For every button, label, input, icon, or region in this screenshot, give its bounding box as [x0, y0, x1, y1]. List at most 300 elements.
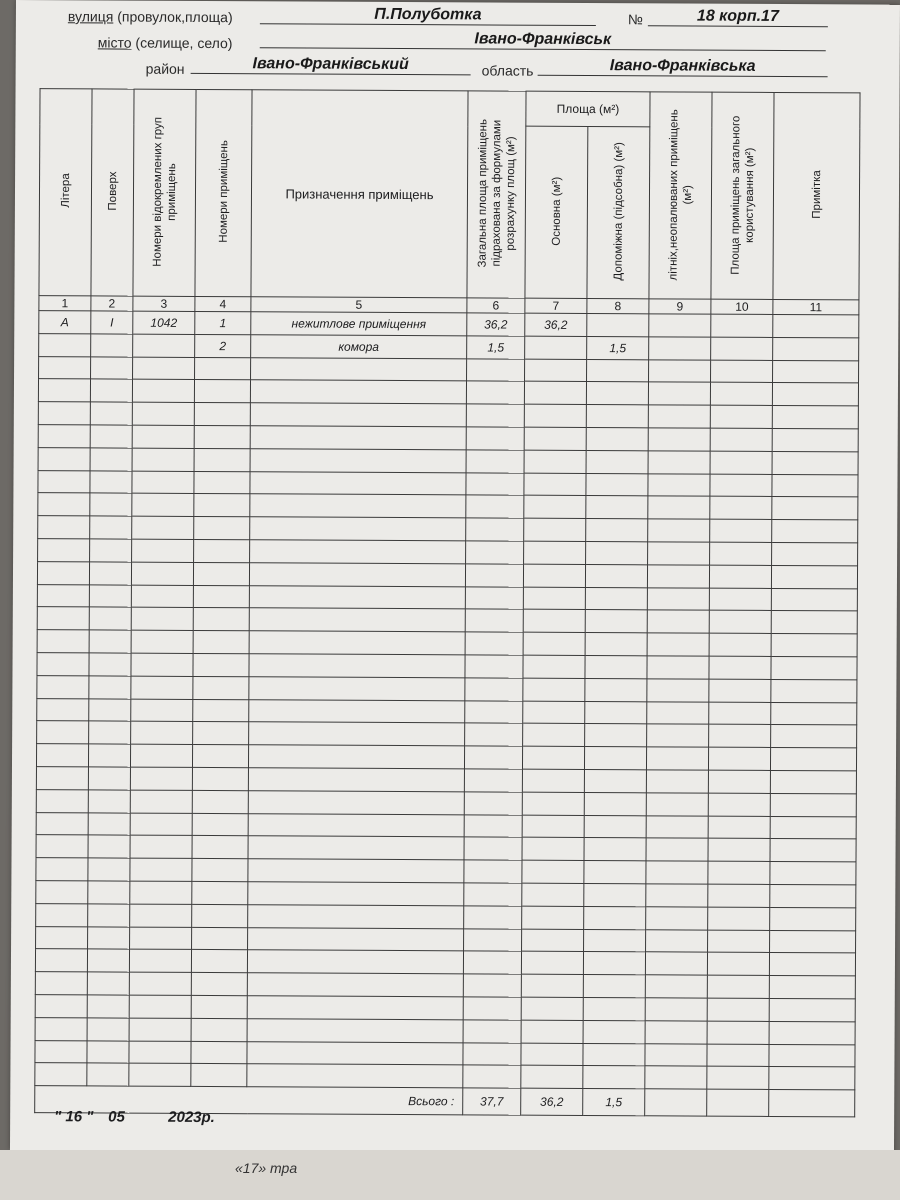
cell-empty	[467, 358, 525, 381]
cell-empty	[131, 676, 193, 699]
cell-empty	[647, 679, 709, 702]
cell-empty	[194, 471, 250, 494]
cell-empty	[132, 380, 194, 403]
cell-empty	[709, 565, 771, 588]
col-num: 8	[587, 298, 649, 313]
header-room-numbers: Номери приміщень	[195, 89, 252, 296]
cell-empty	[771, 634, 857, 657]
cell-empty	[710, 474, 772, 497]
cell-empty	[193, 722, 249, 745]
col-num: 10	[711, 299, 773, 314]
cell-empty	[250, 494, 466, 518]
cell-empty	[90, 470, 132, 493]
cell-empty	[130, 744, 192, 767]
cell-empty	[584, 883, 646, 906]
cell-empty	[524, 427, 586, 450]
cell-empty	[523, 655, 585, 678]
cell-empty	[586, 519, 648, 542]
number-value: 18 корп.17	[648, 7, 828, 27]
cell-summer	[649, 337, 711, 360]
cell-empty	[772, 542, 858, 565]
cell-empty	[89, 630, 131, 653]
cell-empty	[771, 588, 857, 611]
street-value: П.Полуботка	[260, 5, 596, 26]
cell-empty	[248, 768, 464, 792]
cell-empty	[133, 357, 195, 380]
cell-empty	[647, 587, 709, 610]
cell-empty	[710, 383, 772, 406]
cell-empty	[463, 951, 521, 974]
cell-empty	[584, 838, 646, 861]
cell-empty	[464, 769, 522, 792]
cell-empty	[645, 998, 707, 1021]
header-note: Примітка	[773, 92, 860, 299]
cell-empty	[521, 1065, 583, 1088]
cell-empty	[247, 1041, 463, 1065]
cell-empty	[648, 382, 710, 405]
cell-empty	[710, 497, 772, 520]
cell-empty	[38, 379, 90, 402]
cell-empty	[463, 1065, 521, 1088]
cell-empty	[250, 471, 466, 495]
region-label: область	[481, 62, 534, 79]
cell-empty	[586, 405, 648, 428]
cell-empty	[464, 814, 522, 837]
cell-empty	[773, 360, 859, 383]
totals-main: 36,2	[521, 1088, 583, 1115]
cell-empty	[769, 976, 855, 999]
cell-empty	[770, 816, 856, 839]
cell-empty	[648, 451, 710, 474]
cell-empty	[466, 472, 524, 495]
cell-empty	[708, 747, 770, 770]
cell-empty	[465, 564, 523, 587]
cell-empty	[466, 518, 524, 541]
cell-empty	[523, 632, 585, 655]
cell-empty	[772, 383, 858, 406]
cell-empty	[708, 907, 770, 930]
cell-empty	[771, 725, 857, 748]
cell-main	[525, 336, 587, 359]
city-value: Івано-Франківськ	[260, 29, 826, 51]
totals-total: 37,7	[463, 1088, 521, 1115]
cell-empty	[523, 564, 585, 587]
col-num: 6	[467, 298, 525, 313]
cell-empty	[710, 519, 772, 542]
cell-empty	[89, 653, 131, 676]
cell-empty	[772, 406, 858, 429]
cell-empty	[87, 949, 129, 972]
cell-empty	[587, 359, 649, 382]
cell-empty	[646, 861, 708, 884]
cell-empty	[522, 792, 584, 815]
cell-empty	[130, 790, 192, 813]
cell-empty	[39, 356, 91, 379]
cell-empty	[89, 721, 131, 744]
cell-empty	[709, 588, 771, 611]
underlying-page-text: «17» тра	[235, 1160, 298, 1176]
cell-empty	[37, 584, 89, 607]
cell-empty	[772, 428, 858, 451]
cell-total: 36,2	[467, 313, 525, 336]
cell-empty	[129, 972, 191, 995]
cell-empty	[522, 860, 584, 883]
cell-empty	[584, 815, 646, 838]
cell-empty	[523, 610, 585, 633]
header-summer-area: літніх,неопалюваних приміщень (м²)	[649, 92, 712, 299]
cell-empty	[770, 793, 856, 816]
cell-empty	[89, 584, 131, 607]
cell-empty	[584, 769, 646, 792]
cell-empty	[131, 562, 193, 585]
cell-empty	[132, 448, 194, 471]
cell-empty	[191, 1041, 247, 1064]
cell-empty	[248, 836, 464, 860]
cell-main: 36,2	[525, 313, 587, 336]
cell-empty	[251, 357, 467, 381]
header-purpose: Призначення приміщень	[251, 90, 468, 298]
cell-empty	[585, 678, 647, 701]
cell-empty	[648, 473, 710, 496]
cell-empty	[649, 359, 711, 382]
cell-empty	[707, 998, 769, 1021]
cell-empty	[248, 882, 464, 906]
cell-empty	[192, 767, 248, 790]
cell-empty	[646, 884, 708, 907]
cell-empty	[710, 428, 772, 451]
cell-empty	[647, 701, 709, 724]
cell-empty	[586, 382, 648, 405]
cell-empty	[131, 585, 193, 608]
cell-empty	[132, 402, 194, 425]
cell-empty	[584, 747, 646, 770]
cell-empty	[191, 1064, 247, 1087]
cell-empty	[35, 972, 87, 995]
cell-empty	[91, 356, 133, 379]
cell-empty	[35, 1063, 87, 1086]
cell-empty	[131, 721, 193, 744]
cell-empty	[770, 930, 856, 953]
cell-empty	[585, 701, 647, 724]
cell-empty	[584, 929, 646, 952]
cell-empty	[523, 724, 585, 747]
cell-empty	[522, 883, 584, 906]
cell-empty	[87, 1040, 129, 1063]
cell-empty	[772, 520, 858, 543]
totals-label: Всього :	[247, 1087, 463, 1115]
cell-empty	[90, 539, 132, 562]
cell-empty	[583, 975, 645, 998]
cell-empty	[132, 516, 194, 539]
cell-empty	[466, 495, 524, 518]
cell-empty	[87, 1063, 129, 1086]
cell-empty	[38, 425, 90, 448]
col-num: 7	[525, 298, 587, 313]
cell-empty	[193, 631, 249, 654]
cell-empty	[132, 539, 194, 562]
cell-empty	[711, 360, 773, 383]
cell-room: 1	[195, 311, 251, 334]
cell-empty	[247, 973, 463, 997]
cell-empty	[193, 608, 249, 631]
date-day: " 16 "	[54, 1108, 94, 1126]
cell-empty	[523, 678, 585, 701]
cell-empty	[90, 493, 132, 516]
cell-empty	[708, 884, 770, 907]
header-area-group: Площа (м²)	[526, 91, 650, 127]
cell-empty	[586, 496, 648, 519]
cell-empty	[584, 861, 646, 884]
cell-empty	[648, 405, 710, 428]
cell-empty	[194, 517, 250, 540]
cell-empty	[466, 404, 524, 427]
cell-empty	[709, 724, 771, 747]
cell-empty	[583, 1043, 645, 1066]
col-num: 1	[39, 296, 91, 311]
cell-empty	[772, 474, 858, 497]
cell-empty	[89, 607, 131, 630]
date-year: 2023р.	[168, 1108, 215, 1127]
cell-empty	[131, 699, 193, 722]
cell-empty	[464, 860, 522, 883]
cell-empty	[38, 493, 90, 516]
cell-summer	[649, 314, 711, 337]
cell-empty	[132, 425, 194, 448]
rooms-table	[34, 88, 860, 1117]
cell-empty	[708, 793, 770, 816]
cell-empty	[707, 1044, 769, 1067]
cell-empty	[710, 405, 772, 428]
cell-empty	[36, 926, 88, 949]
cell-empty	[88, 812, 130, 835]
cell-empty	[769, 1021, 855, 1044]
cell-empty	[194, 539, 250, 562]
cell-empty	[248, 813, 464, 837]
cell-empty	[192, 927, 248, 950]
cell-empty	[466, 427, 524, 450]
cell-empty	[522, 815, 584, 838]
cell-common	[711, 337, 773, 360]
col-num: 5	[251, 297, 467, 313]
cell-aux: 1,5	[587, 336, 649, 359]
cell-empty	[88, 835, 130, 858]
cell-empty	[770, 907, 856, 930]
cell-empty	[771, 611, 857, 634]
cell-empty	[191, 950, 247, 973]
cell-empty	[522, 769, 584, 792]
cell-empty	[771, 679, 857, 702]
cell-empty	[36, 835, 88, 858]
cell-empty	[248, 859, 464, 883]
cell-empty	[524, 518, 586, 541]
cell-litera: А	[39, 311, 91, 334]
cell-empty	[90, 516, 132, 539]
cell-empty	[523, 587, 585, 610]
cell-empty	[192, 859, 248, 882]
cell-empty	[523, 701, 585, 724]
cell-empty	[129, 1063, 191, 1086]
cell-empty	[194, 403, 250, 426]
cell-empty	[464, 746, 522, 769]
cell-empty	[130, 835, 192, 858]
cell-empty	[647, 724, 709, 747]
cell-empty	[192, 904, 248, 927]
cell-empty	[710, 542, 772, 565]
cell-empty	[130, 813, 192, 836]
cell-empty	[130, 767, 192, 790]
region-value: Івано-Франківська	[538, 57, 828, 78]
cell-empty	[648, 428, 710, 451]
cell-empty	[586, 473, 648, 496]
totals-common	[707, 1089, 769, 1116]
cell-empty	[250, 403, 466, 427]
cell-litera	[39, 333, 91, 356]
cell-empty	[645, 952, 707, 975]
cell-empty	[87, 1018, 129, 1041]
cell-empty	[584, 906, 646, 929]
cell-empty	[707, 1066, 769, 1089]
cell-empty	[584, 792, 646, 815]
cell-empty	[191, 995, 247, 1018]
cell-purpose: нежитлове приміщення	[251, 312, 467, 336]
cell-empty	[463, 1020, 521, 1043]
cell-empty	[192, 813, 248, 836]
cell-empty	[249, 585, 465, 609]
cell-empty	[646, 793, 708, 816]
cell-empty	[248, 745, 464, 769]
cell-empty	[770, 748, 856, 771]
cell-empty	[586, 427, 648, 450]
cell-empty	[522, 746, 584, 769]
cell-empty	[647, 610, 709, 633]
cell-empty	[129, 1018, 191, 1041]
cell-empty	[35, 995, 87, 1018]
cell-empty	[88, 904, 130, 927]
cell-empty	[583, 952, 645, 975]
cell-empty	[38, 447, 90, 470]
cell-empty	[586, 541, 648, 564]
document-page	[10, 0, 900, 1155]
cell-empty	[708, 838, 770, 861]
cell-empty	[646, 747, 708, 770]
cell-empty	[585, 724, 647, 747]
cell-empty	[464, 792, 522, 815]
cell-empty	[524, 541, 586, 564]
cell-empty	[645, 1043, 707, 1066]
header-litera: Літера	[39, 89, 92, 296]
header-main-area: Основна (м²)	[525, 126, 588, 298]
street-label: вулиця (провулок,площа)	[67, 8, 233, 26]
cell-empty	[247, 1064, 463, 1088]
cell-empty	[524, 496, 586, 519]
cell-empty	[648, 542, 710, 565]
cell-empty	[37, 721, 89, 744]
cell-empty	[192, 745, 248, 768]
cell-empty	[645, 1021, 707, 1044]
cell-empty	[248, 790, 464, 814]
cell-empty	[583, 1020, 645, 1043]
cell-note	[773, 314, 859, 337]
cell-purpose: комора	[251, 335, 467, 359]
cell-empty	[247, 996, 463, 1020]
cell-empty	[464, 837, 522, 860]
cell-empty	[522, 837, 584, 860]
cell-empty	[249, 676, 465, 700]
cell-empty	[88, 790, 130, 813]
cell-group: 1042	[133, 311, 195, 334]
cell-empty	[709, 656, 771, 679]
cell-empty	[36, 858, 88, 881]
cell-empty	[192, 881, 248, 904]
cell-aux	[587, 313, 649, 336]
cell-empty	[90, 448, 132, 471]
cell-empty	[194, 425, 250, 448]
cell-empty	[647, 565, 709, 588]
cell-empty	[585, 610, 647, 633]
cell-empty	[707, 1021, 769, 1044]
cell-empty	[770, 862, 856, 885]
cell-empty	[585, 587, 647, 610]
cell-empty	[524, 404, 586, 427]
cell-empty	[707, 975, 769, 998]
cell-empty	[772, 451, 858, 474]
cell-empty	[466, 381, 524, 404]
col-num: 3	[133, 296, 195, 311]
cell-empty	[193, 699, 249, 722]
cell-empty	[646, 838, 708, 861]
cell-empty	[88, 767, 130, 790]
cell-empty	[35, 949, 87, 972]
cell-empty	[194, 448, 250, 471]
cell-empty	[465, 609, 523, 632]
cell-empty	[464, 883, 522, 906]
cell-empty	[131, 607, 193, 630]
cell-empty	[130, 927, 192, 950]
cell-empty	[247, 1018, 463, 1042]
cell-empty	[646, 907, 708, 930]
cell-empty	[191, 973, 247, 996]
cell-empty	[36, 767, 88, 790]
cell-empty	[770, 839, 856, 862]
cell-empty	[464, 928, 522, 951]
cell-empty	[38, 539, 90, 562]
cell-empty	[250, 426, 466, 450]
cell-empty	[772, 497, 858, 520]
cell-empty	[465, 723, 523, 746]
col-num: 4	[195, 296, 251, 311]
cell-empty	[465, 586, 523, 609]
cell-empty	[195, 357, 251, 380]
cell-empty	[466, 450, 524, 473]
cell-empty	[89, 698, 131, 721]
cell-empty	[583, 1066, 645, 1089]
cell-empty	[248, 904, 464, 928]
cell-empty	[463, 1042, 521, 1065]
cell-empty	[248, 927, 464, 951]
cell-empty	[37, 630, 89, 653]
district-value: Івано-Франківський	[191, 55, 471, 75]
header-group-numbers: Номери відокремлених груп приміщень	[133, 89, 196, 296]
cell-empty	[38, 516, 90, 539]
cell-empty	[129, 995, 191, 1018]
cell-empty	[192, 836, 248, 859]
cell-empty	[250, 517, 466, 541]
cell-empty	[250, 449, 466, 473]
cell-empty	[193, 585, 249, 608]
cell-empty	[710, 451, 772, 474]
cell-empty	[463, 997, 521, 1020]
header-total-area: Загальна площа приміщень підрахована за формулами розрахунку площ (м²)	[467, 91, 526, 298]
